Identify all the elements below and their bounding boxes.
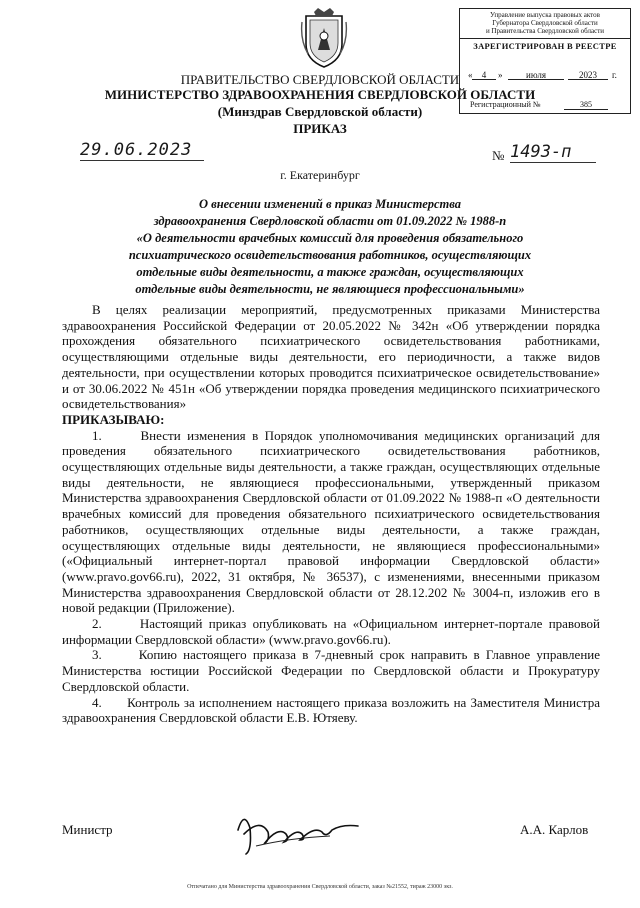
- title-line: психиатрического освидетельствования работников, осуществляющих: [128, 248, 532, 262]
- item-text: Настоящий приказ опубликовать на «Официальном интернет-портале правовой информации Свердловской области» (www.pravo.gov66.ru).: [62, 616, 600, 647]
- order-word: ПРИКАЗЫВАЮ:: [62, 411, 165, 427]
- stamp-reg-number: 385: [564, 101, 608, 110]
- coat-of-arms-emblem: [300, 6, 348, 70]
- ministry-name: МИНИСТЕРСТВО ЗДРАВООХРАНЕНИЯ СВЕРДЛОВСКОЙ ОБЛАСТИ: [104, 87, 536, 102]
- order-title: [40, 196, 620, 298]
- item-number: 3.: [92, 647, 102, 663]
- stamp-year-suffix: г.: [612, 70, 617, 80]
- item-number: 1.: [92, 427, 102, 443]
- order-body: [62, 302, 600, 726]
- stamp-reg-label: Регистрационный №: [470, 100, 541, 109]
- government-name: ПРАВИТЕЛЬСТВО СВЕРДЛОВСКОЙ ОБЛАСТИ: [180, 72, 460, 87]
- item-text: Контроль за исполнением настоящего приказа возложить на Заместителя Министра здравоохранения Свердловской области Е.В. Ютяеву.: [62, 694, 601, 726]
- preamble-paragraph: В целях реализации мероприятий, предусмотренных приказами Министерства здравоохранения Российской Федерации от 20.05.2022 № 342н «Об утверждении порядка прохождения обязательного психиатрического освидетельствования работниками, осуществляющими отдельные виды деятельности, его периодичности, а также видов деятельности, при осуществлении которых проводится психиатрическое освидетельствование» и от 30.06.2022 № 451н «Об утверждении порядка проведения медицинского психиатрического освидетельствования»: [62, 302, 600, 412]
- order-number-label: №: [492, 148, 505, 163]
- signatory-position: Министр: [62, 822, 113, 837]
- stamp-org-line1: Управление выпуска правовых актов: [490, 11, 600, 19]
- item-text: Копию настоящего приказа в 7-дневный срок направить в Главное управление Министерства юстиции Российской Федерации по Свердловской области и Прокуратуру Свердловской области.: [62, 647, 601, 694]
- item-1: [62, 428, 600, 616]
- item-4: [62, 695, 600, 726]
- print-footer: Отпечатано для Министерства здравоохранения Свердловской области, заказ №21552, тираж 23000 экз.: [187, 884, 453, 890]
- item-number: 2.: [92, 616, 102, 632]
- stamp-year: 2023: [568, 71, 608, 80]
- registration-stamp: Управление выпуска правовых актов Губернатора Свердловской области и Правительства Свердловской области ЗАРЕГИСТРИРОВАН В РЕЕСТРЕ « 4 » июля 2023 г. Регистрационный № 385: [459, 8, 631, 114]
- item-number: 4.: [92, 694, 102, 710]
- title-line: О внесении изменений в приказ Министерства: [198, 197, 462, 211]
- item-text: Внести изменения в Порядок уполномочивания медицинских организаций для проведения обязательного психиатрического освидетельствования работников, осуществляющих отдельные виды деятельности, а также граждан, осуществляющих отдельные виды деятельности, не являющиеся профессиональными, утвержденный приказом Министерства здравоохранения Свердловской области от 01.09.2022 № 1988-п «О деятельности врачебных комиссий для проведения обязательного психиатрического освидетельствования работников, осуществляющих отдельные виды деятельности, а также граждан, осуществляющих отдельные виды деятельности, не являющиеся профессиональными» («Официальный интернет-портал правовой информации Свердловской области» (www.pravo.gov66.ru), 2022, 31 октября, № 36537), с изменениями, внесенными приказом Министерства здравоохранения Свердловской области от 28.12.202 № 3004-п, изложив его в новой редакции (Приложение).: [62, 427, 601, 616]
- item-3: [62, 647, 600, 694]
- stamp-registered: ЗАРЕГИСТРИРОВАН В РЕЕСТРЕ: [460, 38, 630, 50]
- stamp-month: июля: [508, 71, 564, 80]
- title-line: здравоохранения Свердловской области от 01.09.2022 № 1988-п: [153, 214, 507, 228]
- order-date: 29.06.2023: [80, 140, 204, 161]
- handwritten-signature: [230, 800, 370, 860]
- city: г. Екатеринбург: [280, 168, 360, 182]
- stamp-day: 4: [472, 71, 496, 80]
- title-line: отдельные виды деятельности, а также граждан, осуществляющих: [136, 265, 524, 279]
- signatory-name: А.А. Карлов: [520, 822, 589, 837]
- item-2: [62, 616, 600, 647]
- order-number: 1493-п: [510, 142, 596, 163]
- stamp-org-line3: и Правительства Свердловской области: [485, 27, 605, 35]
- ministry-short-name: (Минздрав Свердловской области): [217, 104, 423, 119]
- title-line: отдельные виды деятельности, не являющиеся профессиональными»: [135, 282, 525, 296]
- document-type: ПРИКАЗ: [293, 121, 347, 136]
- title-line: «О деятельности врачебных комиссий для проведения обязательного: [136, 231, 524, 245]
- stamp-org-line2: Губернатора Свердловской области: [492, 19, 598, 27]
